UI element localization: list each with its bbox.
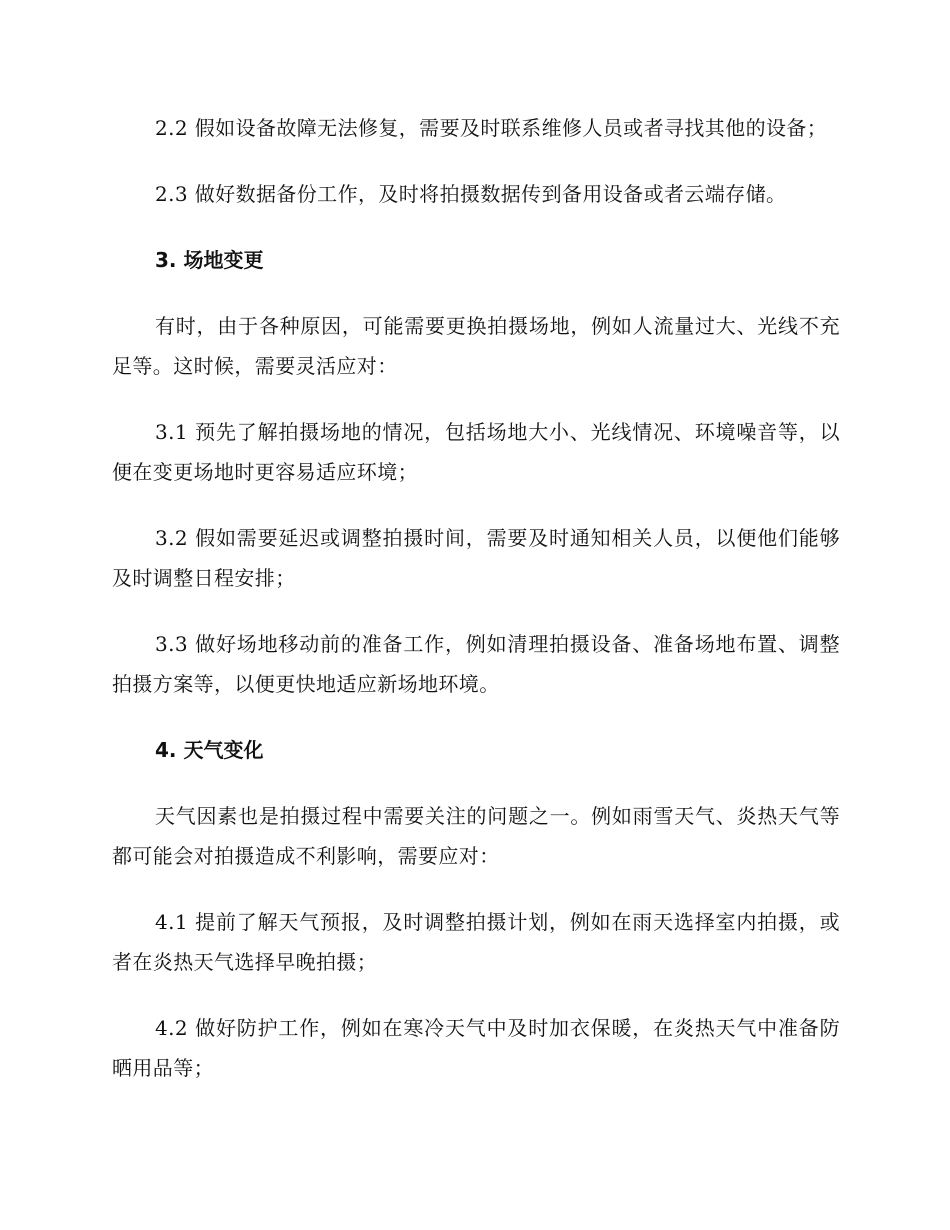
paragraph-2-2: 2.2 假如设备故障无法修复，需要及时联系维修人员或者寻找其他的设备； (155, 116, 828, 140)
section-heading-4: 4. 天气变化 (155, 738, 264, 762)
paragraph-3-2: 3.2 假如需要延迟或调整拍摄时间，需要及时通知相关人员，以便他们能够及时调整日程安排； (112, 526, 840, 590)
section-heading-3: 3. 场地变更 (155, 248, 264, 272)
paragraph-4-2: 4.2 做好防护工作，例如在寒冷天气中及时加衣保暖，在炎热天气中准备防晒用品等； (112, 1016, 840, 1080)
paragraph-3-intro: 有时，由于各种原因，可能需要更换拍摄场地，例如人流量过大、光线不充足等。这时候，需要灵活应对： (112, 314, 840, 378)
paragraph-2-3: 2.3 做好数据备份工作，及时将拍摄数据传到备用设备或者云端存储。 (155, 182, 787, 206)
paragraph-4-1: 4.1 提前了解天气预报，及时调整拍摄计划，例如在雨天选择室内拍摄，或者在炎热天气选择早晚拍摄； (112, 910, 840, 974)
paragraph-3-1: 3.1 预先了解拍摄场地的情况，包括场地大小、光线情况、环境噪音等，以便在变更场地时更容易适应环境； (112, 420, 840, 484)
document-page (112, 108, 840, 1114)
paragraph-4-intro: 天气因素也是拍摄过程中需要关注的问题之一。例如雨雪天气、炎热天气等都可能会对拍摄造成不利影响，需要应对： (112, 804, 840, 868)
paragraph-3-3: 3.3 做好场地移动前的准备工作，例如清理拍摄设备、准备场地布置、调整拍摄方案等，以便更快地适应新场地环境。 (112, 632, 840, 696)
